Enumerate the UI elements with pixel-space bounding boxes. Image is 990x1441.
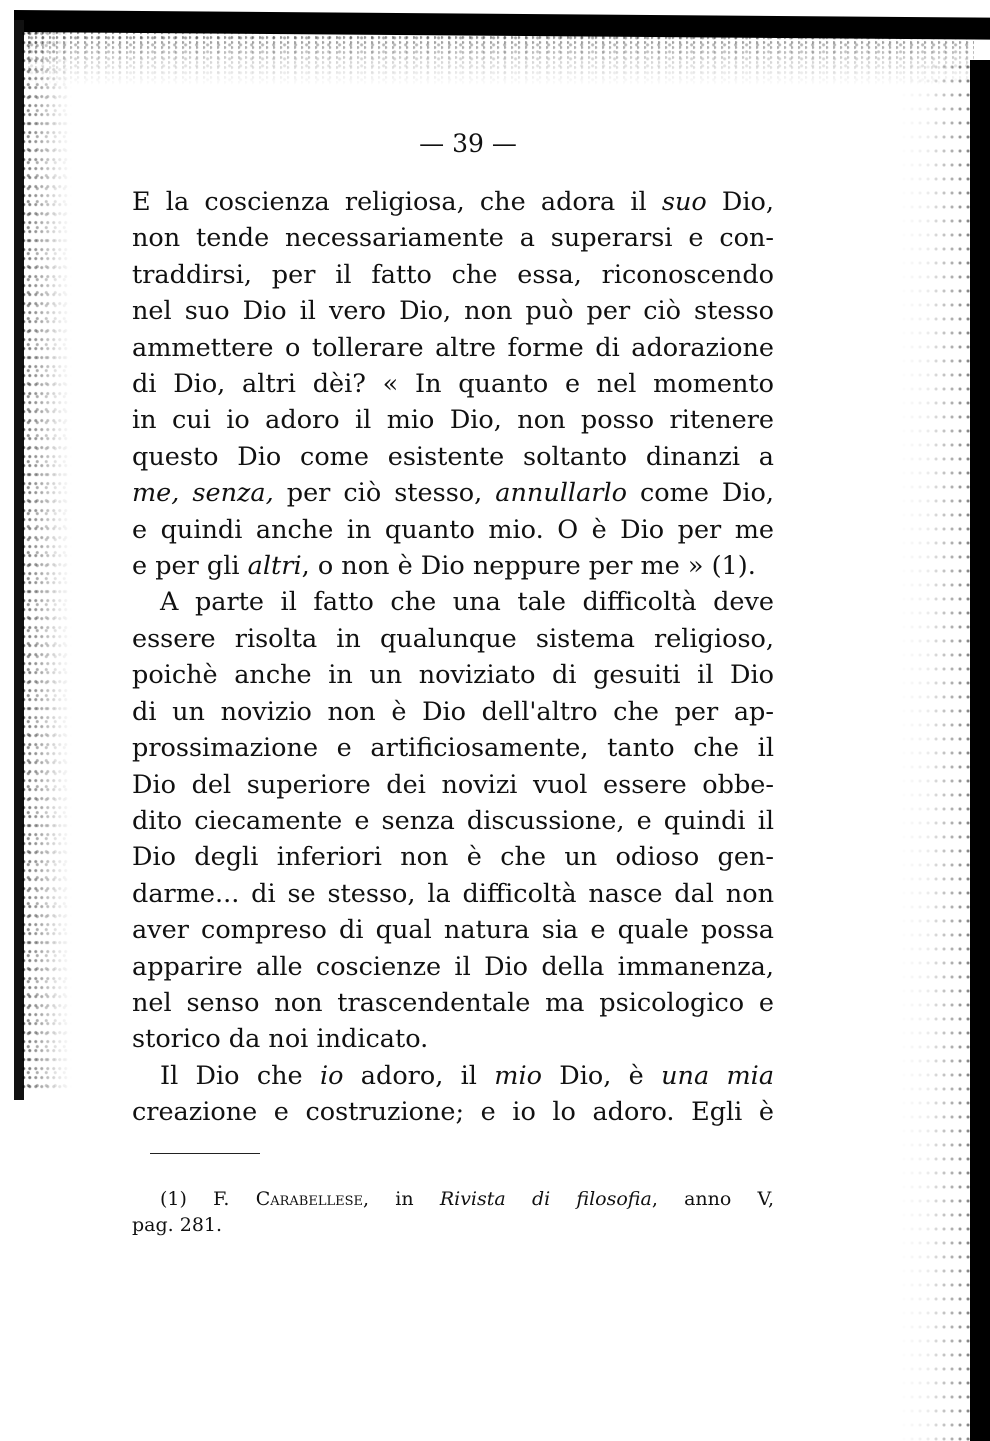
footnote-line-2: pag. 281. — [132, 1213, 223, 1236]
text-line — [132, 330, 774, 366]
text-line — [132, 1094, 774, 1130]
text-run: per ciò stesso, — [273, 478, 496, 509]
text-run: traddirsi, per il fatto che essa, riconoscendo — [132, 259, 774, 290]
text-line — [132, 1058, 774, 1094]
italic-text-run: altri — [247, 551, 302, 582]
text-line — [132, 293, 774, 329]
italic-text-run: una mia — [661, 1060, 775, 1091]
text-line — [132, 257, 774, 293]
text-run: essere risolta in qualunque sistema religioso, — [132, 623, 774, 654]
text-run: aver compreso di qual natura sia e quale possa — [132, 915, 774, 946]
text-run: dito ciecamente e senza discussione, e quindi il — [132, 805, 774, 836]
text-line — [132, 912, 774, 948]
text-run: creazione e costruzione; e io lo adoro. Egli è — [132, 1097, 774, 1128]
text-line — [132, 767, 774, 803]
text-line — [132, 657, 774, 693]
scan-border-right — [970, 60, 990, 1441]
text-run: Dio degli inferiori non è che un odioso gen- — [132, 842, 774, 873]
footnote-author: Carabellese — [255, 1187, 363, 1210]
text-run: come Dio, — [626, 478, 774, 509]
italic-text-run: suo — [661, 187, 707, 217]
text-run: , o non è Dio neppure per me » (1). — [301, 551, 756, 582]
text-line — [132, 439, 774, 475]
text-run: di Dio, altri dèi? « In quanto e nel momento — [132, 369, 774, 400]
footnote-divider — [150, 1153, 260, 1154]
text-line — [132, 548, 774, 584]
footnote-volume: , anno V, — [651, 1187, 775, 1210]
page-number: — 39 — — [419, 129, 517, 158]
text-run: apparire alle coscienze il Dio della immanenza, — [132, 951, 774, 982]
text-run: Dio, è — [541, 1060, 662, 1091]
paragraph-2 — [132, 584, 774, 1057]
text-run: storico da noi indicato. — [132, 1024, 429, 1055]
text-line — [132, 366, 774, 402]
text-run: di un novizio non è Dio dell'altro che per ap- — [132, 696, 774, 727]
text-run: non tende necessariamente a superarsi e con- — [132, 223, 774, 254]
text-run: E la coscienza religiosa, che adora il — [132, 187, 662, 217]
text-line — [132, 694, 774, 730]
italic-text-run: io — [319, 1060, 344, 1091]
text-line — [132, 730, 774, 766]
paragraph-3 — [132, 1058, 774, 1131]
text-line — [132, 220, 774, 256]
footnote-journal: Rivista di filosofia — [439, 1187, 652, 1210]
text-run: poichè anche in un noviziato di gesuiti il Dio — [132, 660, 774, 691]
footnote-marker: (1) — [160, 1187, 187, 1210]
text-line — [132, 1021, 774, 1057]
scan-noise-right — [900, 60, 970, 1441]
text-line — [132, 621, 774, 657]
text-run: ammettere o tollerare altre forme di adorazione — [132, 332, 774, 363]
page-body — [132, 128, 774, 1238]
text-run: Dio del superiore dei novizi vuol essere obbe- — [132, 769, 774, 800]
text-run: Il Dio che — [160, 1060, 320, 1091]
text-line — [132, 512, 774, 548]
text-run: in cui io adoro il mio Dio, non posso ritenere — [132, 405, 774, 436]
text-line — [132, 949, 774, 985]
italic-text-run: annullarlo — [495, 478, 627, 509]
italic-text-run: me, senza, — [132, 478, 274, 509]
footnote-line-1 — [132, 1186, 774, 1212]
text-line — [132, 839, 774, 875]
text-run: nel suo Dio il vero Dio, non può per ciò stesso — [132, 296, 774, 327]
text-run: A parte il fatto che una tale difficoltà deve — [160, 587, 774, 618]
text-run: adoro, il — [343, 1060, 495, 1091]
footnote-author-initial: F. — [213, 1187, 230, 1210]
text-line — [132, 475, 774, 511]
text-run: questo Dio come esistente soltanto dinanzi a — [132, 441, 774, 472]
paragraph-1 — [132, 184, 774, 584]
italic-text-run: mio — [494, 1060, 542, 1091]
text-run: Dio, — [706, 187, 774, 217]
footnote — [132, 1186, 774, 1238]
text-run: e quindi anche in quanto mio. O è Dio per me — [132, 514, 774, 545]
text-run: e per gli — [132, 551, 248, 582]
scan-noise-top — [14, 26, 974, 86]
footnote-connector: , in — [362, 1187, 440, 1210]
text-run: nel senso non trascendentale ma psicologico e — [132, 987, 774, 1018]
text-line — [132, 184, 774, 220]
text-line — [132, 876, 774, 912]
text-line — [132, 985, 774, 1021]
text-line — [132, 803, 774, 839]
text-run: prossimazione e artificiosamente, tanto che il — [132, 733, 774, 764]
scan-noise-left — [22, 30, 72, 1090]
text-line — [132, 402, 774, 438]
text-run: darme... di se stesso, la difficoltà nasce dal non — [132, 878, 774, 909]
text-line — [132, 584, 774, 620]
